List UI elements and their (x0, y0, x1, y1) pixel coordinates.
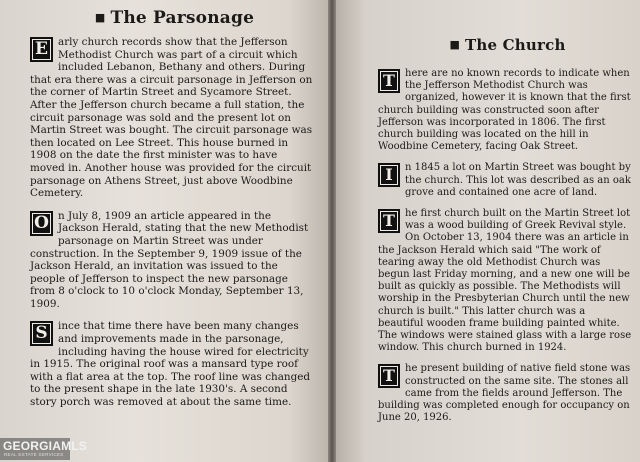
drop-cap: T (378, 69, 400, 93)
paragraph-text: here are no known records to indicate when the Jefferson Methodist Church was organized, however it is known that the first church building was constructed soon after Jefferson was incorporated in 1806. The first church building was located on the hill in Woodbine Cemetery, facing Oak Street. (378, 68, 631, 153)
drop-cap: T (378, 209, 400, 233)
church-title: The Church (465, 36, 566, 54)
paragraph-text: arly church records show that the Jefferson Methodist Church was part of a circuit which included Lebanon, Bethany and others. During that era there was a circuit parsonage in Jefferson on the corner of Martin Street and Sycamore Street. After the Jefferson church became a full station, the circuit parsonage was sold and the present lot on Martin Street was bought. The circuit parsonage was then located on Lee Street. This house burned in 1908 on the date the first minister was to have moved in. Another house was provided for the circuit parsonage on Athens Street, just above Woodbine Cemetery. (30, 36, 313, 200)
paragraph-text: he first church built on the Martin Street lot was a wood building of Greek Revival style. On October 13, 1904 there was an article in the Jackson Herald which said "The work of tearing away the old Methodist Church was begun last Friday morning, and a new one will be built as quickly as possible. The Methodists will worship in the Presbyterian Church until the new church is built." This latter church was a beautiful wooden frame building painted white. The windows were stained glass with a large rose window. This church burned in 1924. (378, 208, 632, 354)
right-page (336, 0, 640, 462)
parsonage-title: The Parsonage (110, 8, 255, 28)
drop-cap: E (30, 37, 53, 62)
paragraph-text: n July 8, 1909 an article appeared in the Jackson Herald, stating that the new Methodist parsonage on Martin Street was under construction. In the September 9, 1909 issue of the Jackson Herald, an invitation was issued to the people of Jefferson to inspect the new parsonage from 8 o'clock to 10 o'clock Monday, September 13, 1909. (30, 209, 309, 310)
paragraph-text: he present building of native field stone was constructed on the same site. The stones all came from the fields around Jefferson. The building was completed enough for occupancy on June 20, 1926. (378, 363, 631, 424)
heading-bullet-icon: ■ (449, 38, 461, 51)
paragraph-text: n 1845 a lot on Martin Street was bought by the church. This lot was described as an oak grove and contained one acre of land. (405, 162, 631, 198)
parsonage-paragraph-1 (30, 36, 314, 200)
church-paragraph-2 (378, 162, 632, 199)
watermark-text: GEORGIAMLS (3, 439, 88, 453)
church-paragraph-3 (378, 208, 632, 354)
paragraph-text: ince that time there have been many changes and improvements made in the parsonage, including having the house wired for electricity in 1915. The original roof was a mansard type roof with a flat area at the top. The roof line was changed to the present shape in the late 1930's. A second story porch was removed at about the same time. (30, 320, 311, 409)
parsonage-heading (30, 8, 314, 28)
book-gutter (328, 0, 336, 462)
drop-cap: I (378, 163, 400, 187)
church-paragraph-4 (378, 363, 632, 424)
drop-cap: S (30, 321, 53, 346)
drop-cap: O (30, 211, 53, 236)
parsonage-paragraph-2 (30, 210, 314, 311)
church-paragraph-1 (378, 68, 632, 153)
watermark-subtext: REAL ESTATE SERVICES (4, 452, 64, 457)
parsonage-paragraph-3 (30, 320, 314, 408)
heading-bullet-icon: ■ (94, 11, 106, 24)
church-heading (378, 36, 632, 54)
drop-cap: T (378, 364, 400, 388)
georgiamls-watermark (0, 438, 88, 460)
